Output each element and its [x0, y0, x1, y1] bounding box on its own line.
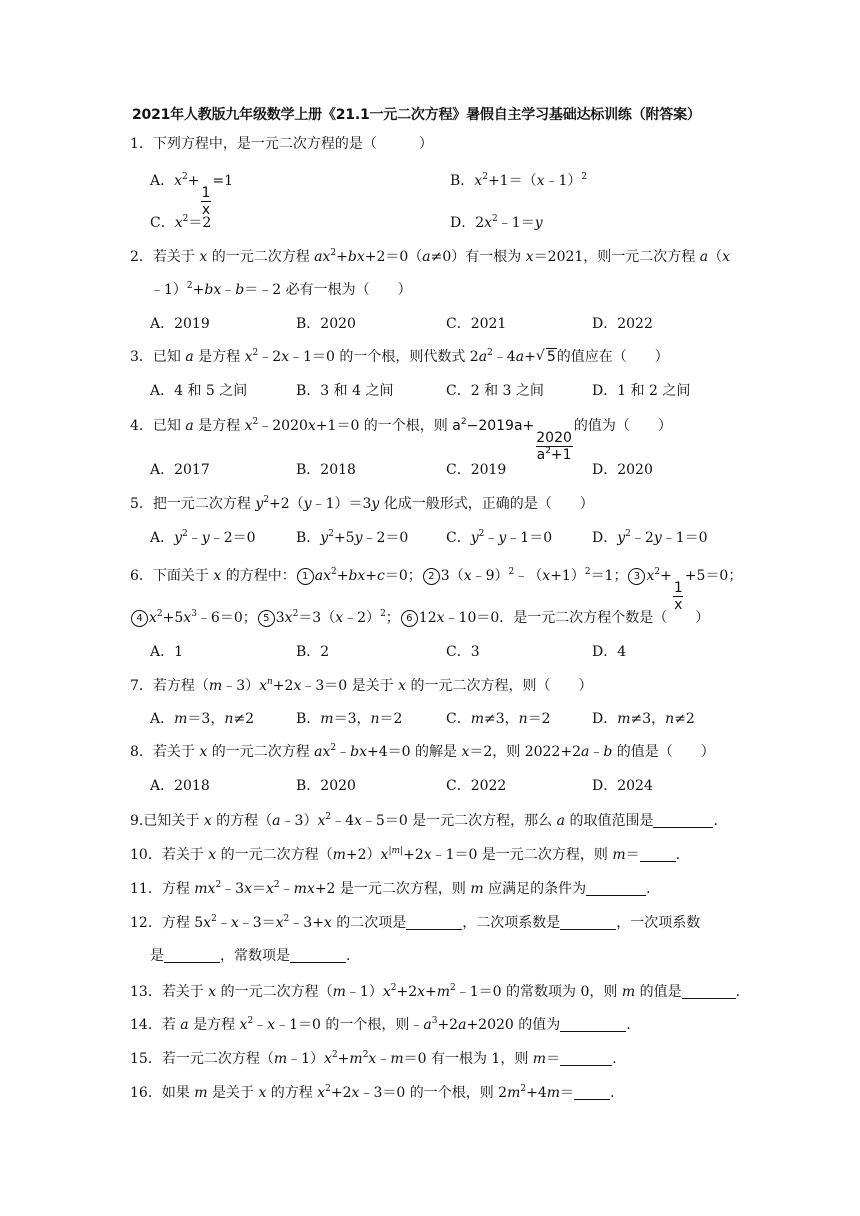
q1-option-a: A．$x^2+$ $\frac{1}{x}$ =1 — [150, 172, 234, 218]
q8-option-b: B．2020 — [296, 778, 356, 794]
question-14: 14．若 a 是方程 $x^2﹣x﹣1=0$ 的一个根，则$﹣a^3+2a+2020$ 的值为 . — [130, 1016, 631, 1033]
q7-option-d: D．m≠3，n≠2 — [592, 711, 695, 727]
q2-option-c: C．2021 — [446, 316, 507, 332]
q4-option-c: C．2019 — [446, 462, 507, 478]
question-16: 16．如果 m 是关于 x 的方程 $x^2+2x﹣3=0$ 的一个根，则 $2m^2+4m=$ . — [130, 1084, 615, 1101]
q4-option-d: D．2020 — [592, 462, 653, 478]
question-6-line-1: 6．下面关于 x 的方程中： 1 $ax^2+bx+c=0$； 2 $3(x﹣9)^2﹣(x+1)^2=1$； 3 $x^2+$ $\frac{1}{x}$ +5＝0； — [130, 567, 743, 613]
q5-option-a: A．$y^2﹣y﹣2=0$ — [150, 529, 256, 546]
q1-option-b: B．$x^2+1=(x﹣1)^2$ — [450, 172, 588, 189]
q4-option-a: A．2017 — [150, 462, 210, 478]
q2-option-a: A．2019 — [150, 316, 210, 332]
question-8: 8．若关于 x 的一元二次方程 $ax^2﹣bx+4=0$ 的解是 x＝2，则 2022+2a﹣b 的值是（ ） — [130, 743, 715, 760]
question-11: 11．方程 $mx^2﹣3x=x^2﹣mx+2$ 是一元二次方程，则 m 应满足的条件为 . — [130, 880, 651, 897]
q3-option-c: C．2 和 3 之间 — [446, 383, 544, 399]
question-12-line-1: 12．方程 $5x^2﹣x﹣3=x^2﹣3+x$ 的二次项是 ，二次项系数是 ，一次项系数 — [130, 914, 701, 931]
question-2-line-1: 2．若关于 x 的一元二次方程 $ax^2+bx+2=0(a\ne 0)$有一根为 x＝2021，则一元二次方程 a（x — [130, 248, 731, 265]
question-3: 3．已知 a 是方程 $x^2﹣2x﹣1=0$ 的一个根，则代数式 $2a^2﹣4a+√$ 5的值应在（ ） — [130, 347, 669, 367]
q6-option-b: B．2 — [296, 644, 330, 660]
q7-option-c: C．m≠3，n＝2 — [446, 711, 551, 727]
question-12-line-2: 是 ，常数项是 . — [150, 948, 351, 964]
q3-option-d: D．1 和 2 之间 — [592, 383, 691, 399]
q8-option-a: A．2018 — [150, 778, 210, 794]
question-5: 5．把一元二次方程 $y^2+2(y﹣1)=3y$ 化成一般形式，正确的是（ ） — [130, 495, 594, 512]
q6-option-d: D．4 — [592, 644, 627, 660]
page-title: 2021年人教版九年级数学上册《21.1一元二次方程》暑假自主学习基础达标训练（附答案） — [132, 107, 701, 123]
q7-option-a: A．m＝3，n≠2 — [150, 711, 254, 727]
q3-option-b: B．3 和 4 之间 — [296, 383, 394, 399]
q6-option-c: C．3 — [446, 644, 480, 660]
question-10: 10．若关于 x 的一元二次方程$(m+2)x^{|m|}+2x﹣1=0$ 是一元二次方程，则 m＝ . — [130, 846, 681, 863]
q2-option-b: B．2020 — [296, 316, 356, 332]
q8-option-d: D．2024 — [592, 778, 653, 794]
q7-option-b: B．m＝3，n＝2 — [296, 711, 403, 727]
question-15: 15．若一元二次方程$(m﹣1)x^2+m^2x﹣m=0$ 有一根为 1，则 m＝ . — [130, 1050, 617, 1067]
question-9: 9.已知关于 x 的方程$(a﹣3)x^2﹣4x﹣5=0$ 是一元二次方程，那么 a 的取值范围是 . — [130, 812, 718, 829]
question-6-line-2: 4 $x^2+5x^3﹣6=0$； 5 $3x^2=3(x﹣2)^2$； 6 12x﹣10＝0．是一元二次方程个数是（ ） — [130, 608, 709, 628]
q3-option-a: A．4 和 5 之间 — [150, 383, 248, 399]
q4-option-b: B．2018 — [296, 462, 356, 478]
question-4: 4．已知 a 是方程 $x^2﹣2020x+1=0$ 的一个根，则 $a^2-2019a+$ $\frac{2020}{a^2+1}$ 的值为（ ） — [130, 417, 672, 463]
q2-option-d: D．2022 — [592, 316, 653, 332]
q1-option-d: D．$2x^2﹣1=y$ — [450, 214, 543, 231]
q1-option-c: C．$x^2=2$ — [150, 214, 212, 231]
q8-option-c: C．2022 — [446, 778, 507, 794]
q5-option-c: C．$y^2﹣y﹣1=0$ — [446, 529, 553, 546]
question-1: 1．下列方程中，是一元二次方程的是（ ） — [130, 136, 433, 152]
question-2-line-2: ﹣1）$^2$+bx﹣b＝﹣2 必有一根为（ ） — [150, 281, 412, 298]
q5-option-b: B．$y^2+5y﹣2=0$ — [296, 529, 409, 546]
question-13: 13．若关于 x 的一元二次方程$(m﹣1)x^2+2x+m^2﹣1=0$ 的常数项为 0，则 m 的值是 . — [130, 983, 741, 1000]
q6-option-a: A．1 — [150, 644, 184, 660]
question-7: 7．若方程$(m﹣3)x^n+2x﹣3=0$ 是关于 x 的一元二次方程，则（ ） — [130, 677, 593, 694]
q5-option-d: D．$y^2﹣2y﹣1=0$ — [592, 529, 708, 546]
